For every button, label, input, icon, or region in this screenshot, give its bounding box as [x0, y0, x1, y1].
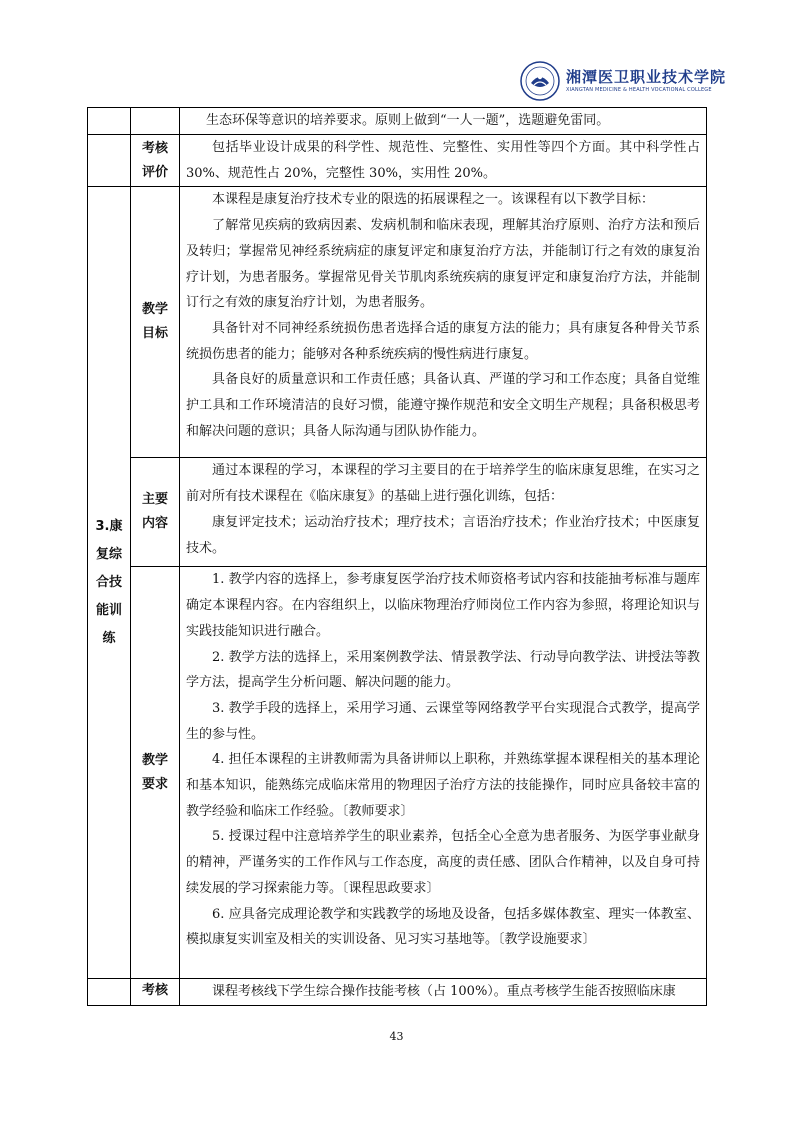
goals-label-1: 教学: [141, 302, 168, 318]
goals-paragraph: 本课程是康复治疗技术专业的限选的拓展课程之一。该课程有以下教学目标：: [212, 192, 655, 208]
goals-paragraph: 了解常见疾病的致病因素、发病机制和临床表现，理解其治疗原则、治疗方法和预后及转归；掌握常见神经系统病症的康复评定和康复治疗方法，并能制订行之有效的康复治疗计划，为患者服务。掌握常见骨关节肌肉系统疾病的康复评定和康复治疗方法，并能制订行之有效的康复治疗计划，为患者服务。: [186, 218, 700, 311]
text-cell: [180, 458, 707, 567]
category-line: 复综: [95, 546, 122, 562]
req-label-2: 要求: [141, 776, 168, 792]
course-table: [87, 107, 707, 1006]
table-row: [88, 979, 707, 1006]
empty-category-cell: [88, 108, 131, 135]
text-cell: [180, 567, 707, 979]
goals-paragraph: 具备针对不同神经系统损伤患者选择合适的康复方法的能力；具有康复各种骨关节系统损伤患者的能力；能够对各种系统疾病的慢性病进行康复。: [186, 320, 700, 362]
category-line: 3.康: [95, 518, 123, 534]
table-row: [88, 458, 707, 567]
eval-bottom-label: 考核: [141, 983, 168, 999]
category-line: 练: [102, 630, 116, 646]
label-cell: [131, 135, 180, 187]
category-cell: [88, 187, 131, 979]
goals-label-2: 目标: [141, 326, 168, 342]
college-name-en: XIANGTAN MEDICINE & HEALTH VOCATIONAL COLLEGE: [566, 87, 712, 93]
content-paragraph: 通过本课程的学习，本课程的学习主要目的在于培养学生的临床康复思维，在实习之前对所有技术课程在《临床康复》的基础上进行强化训练，包括：: [186, 463, 700, 505]
empty-category-cell: [88, 979, 131, 1006]
table-row: [88, 108, 707, 135]
req-paragraph: 4. 担任本课程的主讲教师需为具备讲师以上职称，并熟练掌握本课程相关的基本理论和基本知识，能熟练完成临床常用的物理因子治疗方法的技能操作，同时应具备较丰富的教学经验和临床工作经验。〔教师要求〕: [186, 752, 700, 819]
req-paragraph: 2. 教学方法的选择上，采用案例教学法、情景教学法、行动导向教学法、讲授法等教学方法，提高学生分析问题、解决问题的能力。: [186, 649, 700, 691]
eval-paragraph: 包括毕业设计成果的科学性、规范性、完整性、实用性等四个方面。其中科学性占 30%、规范性占 20%，完整性 30%，实用性 20%。: [186, 140, 700, 181]
table-row: [88, 567, 707, 979]
table-row: [88, 187, 707, 458]
row-top-text: 生态环保等意识的培养要求。原则上做到“一人一题”，选题避免雷同。: [206, 113, 610, 128]
empty-label-cell: [131, 108, 180, 135]
content-label-1: 主要: [141, 492, 168, 508]
text-cell: [180, 979, 707, 1006]
label-cell: [131, 187, 180, 458]
eval-label-2: 评价: [141, 164, 168, 180]
college-seal-icon: [520, 61, 560, 101]
req-paragraph: 6. 应具备完成理论教学和实践教学的场地及设备，包括多媒体教室、理实一体教室、模拟康复实训室及相关的实训设备、见习实习基地等。〔教学设施要求〕: [186, 906, 700, 948]
label-cell: [131, 979, 180, 1006]
req-label-1: 教学: [141, 752, 168, 768]
page-number: 43: [389, 1030, 404, 1043]
req-paragraph: 1. 教学内容的选择上，参考康复医学治疗技术师资格考试内容和技能抽考标准与题库确定本课程内容。在内容组织上，以临床物理治疗师岗位工作内容为参照，将理论知识与实践技能知识进行融合。: [186, 572, 700, 639]
page-header: [520, 60, 727, 102]
empty-category-cell: [88, 135, 131, 187]
content-label-2: 内容: [141, 516, 168, 532]
text-cell: [180, 187, 707, 458]
content-paragraph: 康复评定技术；运动治疗技术；理疗技术；言语治疗技术；作业治疗技术；中医康复技术。: [186, 514, 700, 556]
text-cell: [180, 108, 707, 135]
table-row: [88, 135, 707, 187]
college-logo-text: [566, 68, 726, 94]
category-line: 合技: [95, 574, 122, 590]
eval-bottom-paragraph: 课程考核线下学生综合操作技能考核（占 100%）。重点考核学生能否按照临床康: [212, 984, 676, 1000]
label-cell: [131, 567, 180, 979]
text-cell: [180, 135, 707, 187]
category-line: 能训: [95, 602, 122, 618]
label-cell: [131, 458, 180, 567]
college-name-cn: 湘潭医卫职业技术学院: [566, 68, 727, 86]
req-paragraph: 3. 教学手段的选择上，采用学习通、云课堂等网络教学平台实现混合式教学，提高学生的参与性。: [186, 700, 700, 742]
goals-paragraph: 具备良好的质量意识和工作责任感；具备认真、严谨的学习和工作态度；具备自觉维护工具和工作环境清洁的良好习惯，能遵守操作规范和安全文明生产规程；具备积极思考和解决问题的意识；具备人际沟通与团队协作能力。: [186, 372, 700, 439]
eval-label-1: 考核: [141, 140, 168, 156]
req-paragraph: 5. 授课过程中注意培养学生的职业素养，包括全心全意为患者服务、为医学事业献身的精神，严谨务实的工作作风与工作态度，高度的责任感、团队合作精神，以及自身可持续发展的学习探索能力等。〔课程思政要求〕: [186, 829, 700, 896]
